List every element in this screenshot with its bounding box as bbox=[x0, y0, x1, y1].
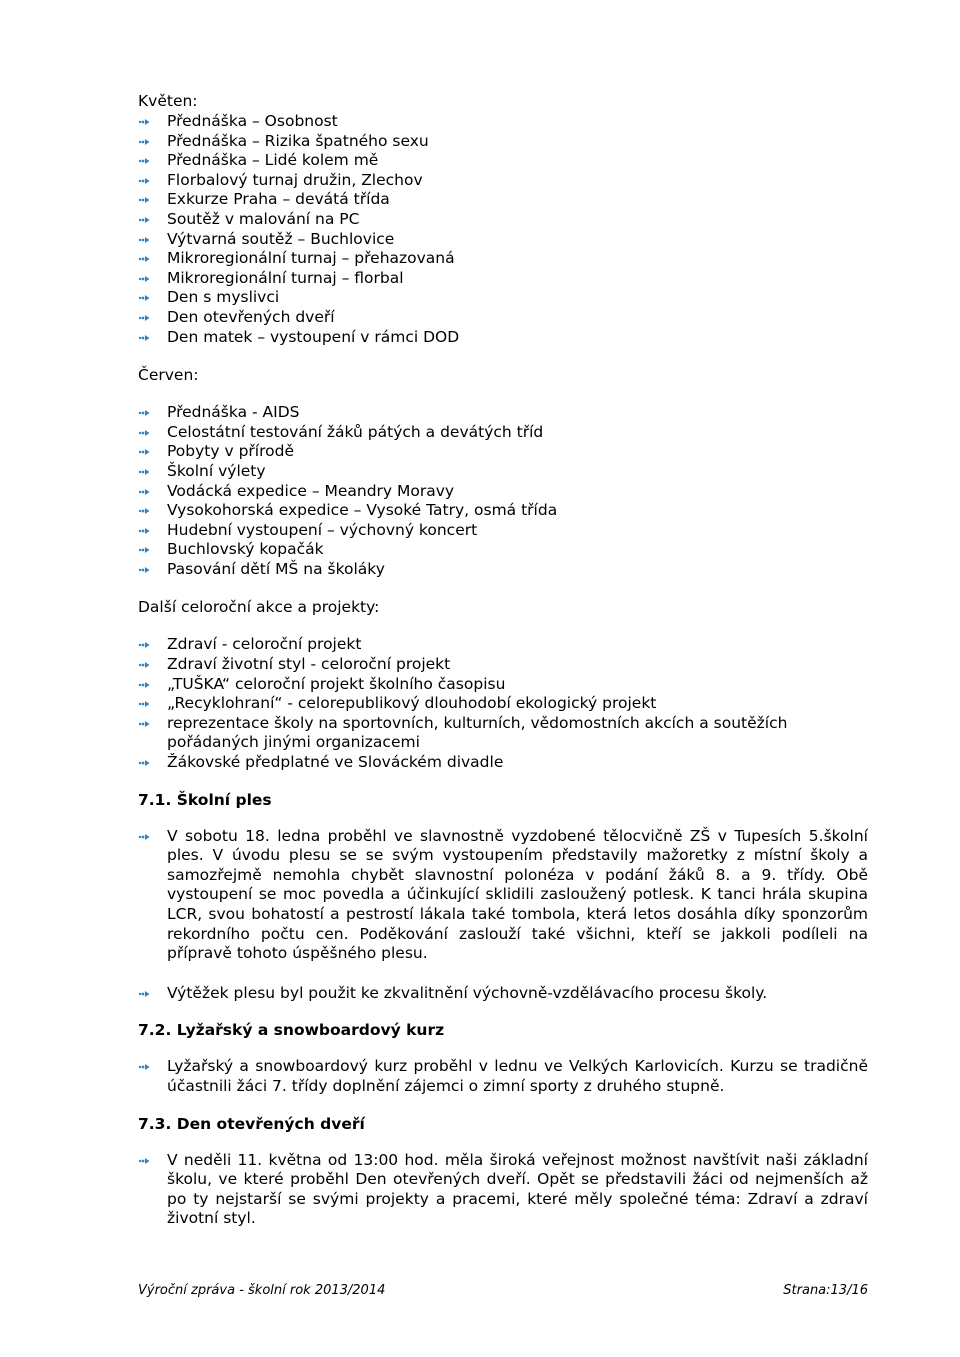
bullet-arrow-icon bbox=[138, 236, 150, 244]
list-item bbox=[138, 210, 868, 230]
list-item-text: Zdraví - celoroční projekt bbox=[167, 635, 362, 654]
bullet-arrow-icon bbox=[138, 488, 150, 496]
list-item bbox=[138, 655, 868, 675]
list-item bbox=[138, 288, 868, 308]
section-heading-7-1: 7.1. Školní ples bbox=[138, 790, 272, 809]
list-item bbox=[138, 423, 868, 443]
paragraph bbox=[138, 1057, 868, 1096]
list-item-text: Pasování dětí MŠ na školáky bbox=[167, 559, 385, 578]
bullet-arrow-icon bbox=[138, 294, 150, 302]
list-item-text: reprezentace školy na sportovních, kulturních, vědomostních akcích a soutěžích pořádaných jinými organizacemi bbox=[167, 713, 788, 752]
bullet-arrow-icon bbox=[138, 681, 150, 689]
bullet-arrow-icon bbox=[138, 833, 150, 841]
bullet-arrow-icon bbox=[138, 314, 150, 322]
bullet-arrow-icon bbox=[138, 468, 150, 476]
list-item bbox=[138, 230, 868, 250]
list-item bbox=[138, 328, 868, 348]
list-item-text: Mikroregionální turnaj – florbal bbox=[167, 268, 404, 287]
paragraph-text: V neděli 11. května od 13:00 hod. měla široká veřejnost možnost navštívit naši základní školu, ve které proběhl Den otevřených dveří. Opět se představili žáci od nejmenších až po ty nejstarší se svými projekty a pracemi, které měly společné téma: Zdraví a zdraví životní styl. bbox=[167, 1150, 868, 1228]
list-item-text: „Recyklohraní“ - celorepublikový dlouhodobí ekologický projekt bbox=[167, 694, 657, 713]
june-title: Červen: bbox=[138, 366, 199, 385]
list-item-text: Žákovské předplatné ve Slováckém divadle bbox=[167, 753, 504, 772]
list-item-text: Den matek – vystoupení v rámci DOD bbox=[167, 327, 460, 346]
list-item bbox=[138, 753, 868, 773]
bullet-arrow-icon bbox=[138, 990, 150, 998]
june-list bbox=[138, 403, 868, 579]
list-item-text: Soutěž v malování na PC bbox=[167, 209, 360, 228]
bullet-arrow-icon bbox=[138, 429, 150, 437]
list-item-text: Den otevřených dveří bbox=[167, 307, 335, 326]
bullet-arrow-icon bbox=[138, 546, 150, 554]
bullet-arrow-icon bbox=[138, 661, 150, 669]
bullet-arrow-icon bbox=[138, 759, 150, 767]
list-item bbox=[138, 132, 868, 152]
list-item-text: Mikroregionální turnaj – přehazovaná bbox=[167, 249, 455, 268]
list-item bbox=[138, 694, 868, 714]
bullet-arrow-icon bbox=[138, 720, 150, 728]
paragraph-text: Výtěžek plesu byl použit ke zkvalitnění výchovně-vzdělávacího procesu školy. bbox=[167, 983, 768, 1002]
page-footer bbox=[138, 1283, 868, 1298]
list-item-text: Přednáška – Rizika špatného sexu bbox=[167, 131, 429, 150]
list-item bbox=[138, 462, 868, 482]
bullet-arrow-icon bbox=[138, 255, 150, 263]
bullet-arrow-icon bbox=[138, 118, 150, 126]
list-item-text: „TUŠKA“ celoroční projekt školního časopisu bbox=[167, 674, 506, 693]
list-item-text: Vodácká expedice – Meandry Moravy bbox=[167, 481, 455, 500]
section-7-2-paragraphs bbox=[138, 1057, 868, 1096]
bullet-arrow-icon bbox=[138, 1063, 150, 1071]
list-item-text: Buchlovský kopačák bbox=[167, 540, 324, 559]
may-list bbox=[138, 112, 868, 347]
list-item-text: Přednáška – Osobnost bbox=[167, 112, 338, 130]
list-item bbox=[138, 675, 868, 695]
bullet-arrow-icon bbox=[138, 177, 150, 185]
bullet-arrow-icon bbox=[138, 334, 150, 342]
paragraph-text: V sobotu 18. ledna proběhl ve slavnostně vyzdobené tělocvičně ZŠ v Tupesích 5.školní ples. V úvodu plesu se se svým vystoupením představily mažoretky z místní školy a samozřejmě nemohla chybět slavnostní polonéza v podání žáků 8. a 9. třídy. Obě vystoupení se moc povedla a účinkující sklidili zasloužený potlesk. K tanci hrála skupina LCR, svou bohatostí a pestrostí lákala také tombola, která letos dosáhla díky sponzorům rekordního počtu cen. Poděkování zaslouží také všichni, kteří se jakkoli podíleli na přípravě tohoto úspěšného plesu. bbox=[167, 826, 868, 963]
bullet-arrow-icon bbox=[138, 409, 150, 417]
list-item bbox=[138, 482, 868, 502]
section-7-1-paragraphs-2 bbox=[138, 984, 868, 1004]
paragraph-text: Lyžařský a snowboardový kurz proběhl v lednu ve Velkých Karlovicích. Kurzu se tradičně účastnili žáci 7. třídy doplnění zájemci o zimní sporty z druhého stupně. bbox=[167, 1057, 868, 1095]
section-7-1-paragraphs bbox=[138, 827, 868, 964]
list-item-text: Přednáška - AIDS bbox=[167, 403, 300, 422]
list-item-text: Pobyty v přírodě bbox=[167, 442, 294, 461]
bullet-arrow-icon bbox=[138, 157, 150, 165]
bullet-arrow-icon bbox=[138, 566, 150, 574]
may-title: Květen: bbox=[138, 92, 198, 110]
bullet-arrow-icon bbox=[138, 507, 150, 515]
list-item bbox=[138, 112, 868, 132]
paragraph bbox=[138, 827, 868, 964]
list-item bbox=[138, 501, 868, 521]
bullet-arrow-icon bbox=[138, 527, 150, 535]
bullet-arrow-icon bbox=[138, 216, 150, 224]
bullet-arrow-icon bbox=[138, 138, 150, 146]
list-item bbox=[138, 442, 868, 462]
bullet-arrow-icon bbox=[138, 1157, 150, 1165]
bullet-arrow-icon bbox=[138, 641, 150, 649]
yearlong-list bbox=[138, 635, 868, 772]
paragraph bbox=[138, 984, 868, 1004]
list-item-text: Florbalový turnaj družin, Zlechov bbox=[167, 170, 423, 189]
list-item bbox=[138, 190, 868, 210]
list-item bbox=[138, 171, 868, 191]
list-item bbox=[138, 403, 868, 423]
list-item bbox=[138, 635, 868, 655]
footer-page-number: Strana:13/16 bbox=[783, 1283, 868, 1298]
list-item bbox=[138, 308, 868, 328]
list-item-text: Celostátní testování žáků pátých a devátých tříd bbox=[167, 422, 544, 441]
section-heading-7-2: 7.2. Lyžařský a snowboardový kurz bbox=[138, 1021, 445, 1040]
bullet-arrow-icon bbox=[138, 700, 150, 708]
list-item bbox=[138, 269, 868, 289]
section-7-3-paragraphs bbox=[138, 1151, 868, 1229]
list-item-text: Vysokohorská expedice – Vysoké Tatry, osmá třída bbox=[167, 501, 558, 520]
list-item bbox=[138, 714, 868, 753]
list-item bbox=[138, 521, 868, 541]
list-item-text: Zdraví životní styl - celoroční projekt bbox=[167, 655, 451, 674]
paragraph bbox=[138, 1151, 868, 1229]
list-item bbox=[138, 249, 868, 269]
list-item-text: Výtvarná soutěž – Buchlovice bbox=[167, 229, 395, 248]
bullet-arrow-icon bbox=[138, 448, 150, 456]
bullet-arrow-icon bbox=[138, 275, 150, 283]
list-item-text: Školní výlety bbox=[167, 461, 266, 480]
footer-document-title: Výroční zpráva - školní rok 2013/2014 bbox=[138, 1283, 386, 1298]
list-item-text: Den s myslivci bbox=[167, 288, 280, 307]
yearlong-title: Další celoroční akce a projekty: bbox=[138, 598, 380, 617]
list-item bbox=[138, 560, 868, 580]
list-item-text: Hudební vystoupení – výchovný koncert bbox=[167, 520, 478, 539]
section-heading-7-3: 7.3. Den otevřených dveří bbox=[138, 1114, 365, 1133]
list-item bbox=[138, 540, 868, 560]
list-item-text: Exkurze Praha – devátá třída bbox=[167, 190, 390, 209]
list-item bbox=[138, 151, 868, 171]
list-item-text: Přednáška – Lidé kolem mě bbox=[167, 151, 379, 170]
document-page bbox=[138, 90, 868, 1229]
bullet-arrow-icon bbox=[138, 196, 150, 204]
